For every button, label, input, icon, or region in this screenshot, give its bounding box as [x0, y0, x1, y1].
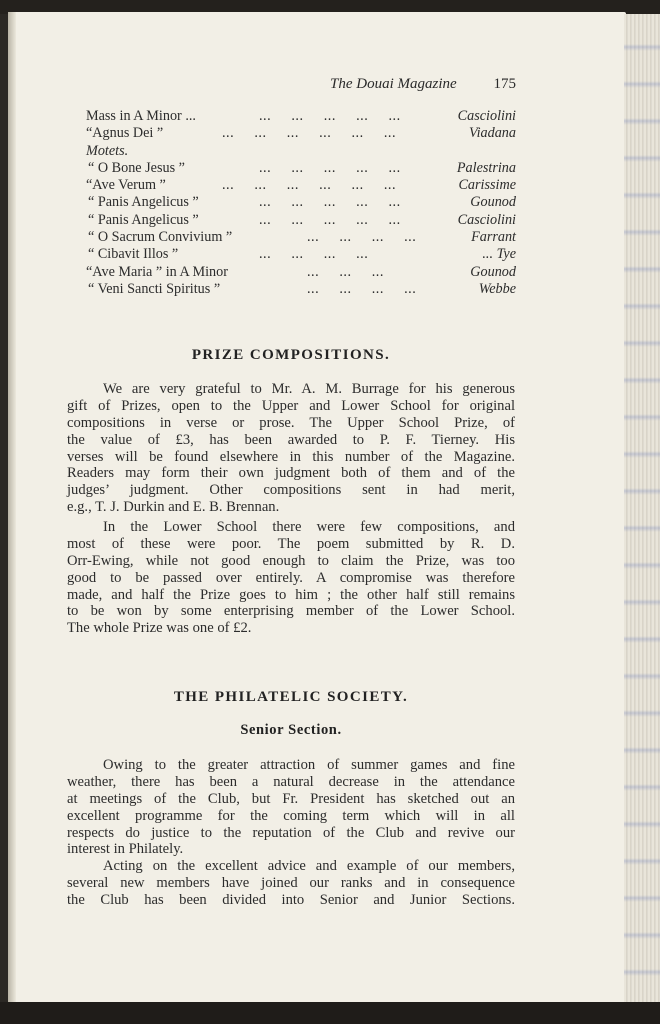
text-line: judges’ judgment. Other compositions sent in had merit,	[67, 482, 515, 499]
music-row	[86, 212, 516, 229]
running-head	[330, 76, 516, 93]
music-list	[86, 108, 516, 298]
music-title: “ Panis Angelicus ”	[88, 211, 199, 228]
music-row	[86, 194, 516, 211]
composer: Casciolini	[457, 211, 516, 228]
music-title: “ O Sacrum Convivium ”	[88, 229, 233, 246]
leader-dots: ... ... ... ...	[307, 280, 417, 297]
motets-subheading: Motets.	[86, 142, 129, 159]
music-row	[86, 246, 516, 263]
text-line: at meetings of the Club, but Fr. President has sketched out an	[67, 790, 515, 807]
text-line: e.g., T. J. Durkin and E. B. Brennan.	[67, 499, 280, 516]
text-line: most of these were poor. The poem submitted by R. D.	[67, 535, 515, 552]
text-line: Acting on the excellent advice and example of our members,	[103, 858, 515, 874]
text-line: In the Lower School there were few compositions, and	[103, 519, 515, 535]
prize-paragraph-1	[67, 381, 515, 516]
page-edge-marbling	[624, 14, 660, 1002]
text-line: several new members have joined our ranks and in consequence	[67, 874, 515, 891]
text-line: Orr-Ewing, while not good enough to claim the Prize, was too	[67, 552, 515, 569]
text-line: compositions in verse or prose. The Upper School Prize, of	[67, 414, 515, 431]
music-title: “ Veni Sancti Spiritus ”	[88, 280, 221, 297]
leader-dots: ... ... ... ... ... ...	[222, 125, 397, 142]
music-row	[86, 177, 516, 194]
text-line: We are very grateful to Mr. A. M. Burrage for his generous	[103, 381, 515, 397]
text-line: excellent programme for the coming term which will in all	[67, 807, 515, 824]
text-line: to be won by some enterprising member of the Lower School.	[67, 603, 515, 620]
prize-paragraph-2	[67, 519, 515, 637]
leader-dots: ... ... ... ... ... ...	[222, 177, 397, 194]
music-row	[86, 125, 516, 142]
composer: Casciolini	[457, 108, 516, 124]
senior-section-heading: Senior Section.	[240, 722, 342, 738]
prize-heading: PRIZE COMPOSITIONS.	[191, 347, 391, 363]
music-title: “ Panis Angelicus ”	[88, 194, 199, 211]
book-bottom-edge	[0, 1002, 660, 1024]
leader-dots: ... ... ... ... ...	[259, 159, 401, 176]
leader-dots: ... ... ... ...	[259, 246, 369, 263]
text-line: Readers may form their own judgment both of them and of the	[67, 465, 515, 482]
composer: Viadana	[468, 125, 516, 142]
text-line: good to be passed over entirely. A compromise was therefore	[67, 569, 515, 586]
composer: Palestrina	[456, 159, 516, 176]
music-title: “Ave Verum ”	[86, 177, 166, 194]
philatelic-paragraph-2	[67, 858, 515, 909]
music-title: “Ave Maria ” in A Minor	[86, 263, 228, 280]
text-line: the Club has been divided into Senior and Junior Sections.	[67, 891, 515, 908]
music-title: “ O Bone Jesus ”	[88, 159, 185, 176]
composer: Gounod	[470, 194, 516, 211]
music-title: Mass in A Minor ...	[86, 108, 196, 124]
philatelic-heading: THE PHILATELIC SOCIETY.	[173, 689, 409, 705]
text-line: The whole Prize was one of £2.	[67, 620, 252, 637]
leader-dots: ... ... ...	[307, 263, 384, 280]
philatelic-paragraph-1	[67, 757, 515, 858]
page-edge-stack	[624, 14, 660, 1002]
leader-dots: ... ... ... ... ...	[259, 211, 401, 228]
music-title: “Agnus Dei ”	[86, 125, 164, 142]
text-line: gift of Prizes, open to the Upper and Lower School for original	[67, 397, 515, 414]
composer: Carissime	[458, 177, 516, 194]
music-row	[86, 264, 516, 281]
leader-dots: ... ... ... ... ...	[259, 194, 401, 211]
music-title: “ Cibavit Illos ”	[88, 246, 179, 263]
music-row	[86, 281, 516, 298]
composer: Gounod	[470, 263, 516, 280]
music-row	[86, 160, 516, 177]
composer: ... Tye	[482, 246, 516, 263]
text-line: Owing to the greater attraction of summer games and fine	[103, 757, 515, 773]
music-row	[86, 108, 516, 125]
leader-dots: ... ... ... ... ...	[259, 108, 401, 124]
composer: Farrant	[471, 229, 516, 246]
music-row	[86, 143, 516, 160]
page-number: 175	[493, 76, 516, 92]
text-line: made, and half the Prize goes to him ; the other half still remains	[67, 586, 515, 603]
text-line: the value of £3, has been awarded to P. F. Tierney. His	[67, 431, 515, 448]
magazine-title: The Douai Magazine	[330, 76, 457, 92]
page-gutter-shadow	[8, 12, 16, 1004]
text-line: weather, there has been a natural decrease in the attendance	[67, 773, 515, 790]
text-line: interest in Philately.	[67, 841, 184, 858]
text-line: verses will be found elsewhere in this number of the Magazine.	[67, 448, 515, 465]
leader-dots: ... ... ... ...	[307, 229, 417, 246]
text-line: respects do justice to the reputation of the Club and revive our	[67, 824, 515, 841]
composer: Webbe	[478, 280, 516, 297]
music-row	[86, 229, 516, 246]
